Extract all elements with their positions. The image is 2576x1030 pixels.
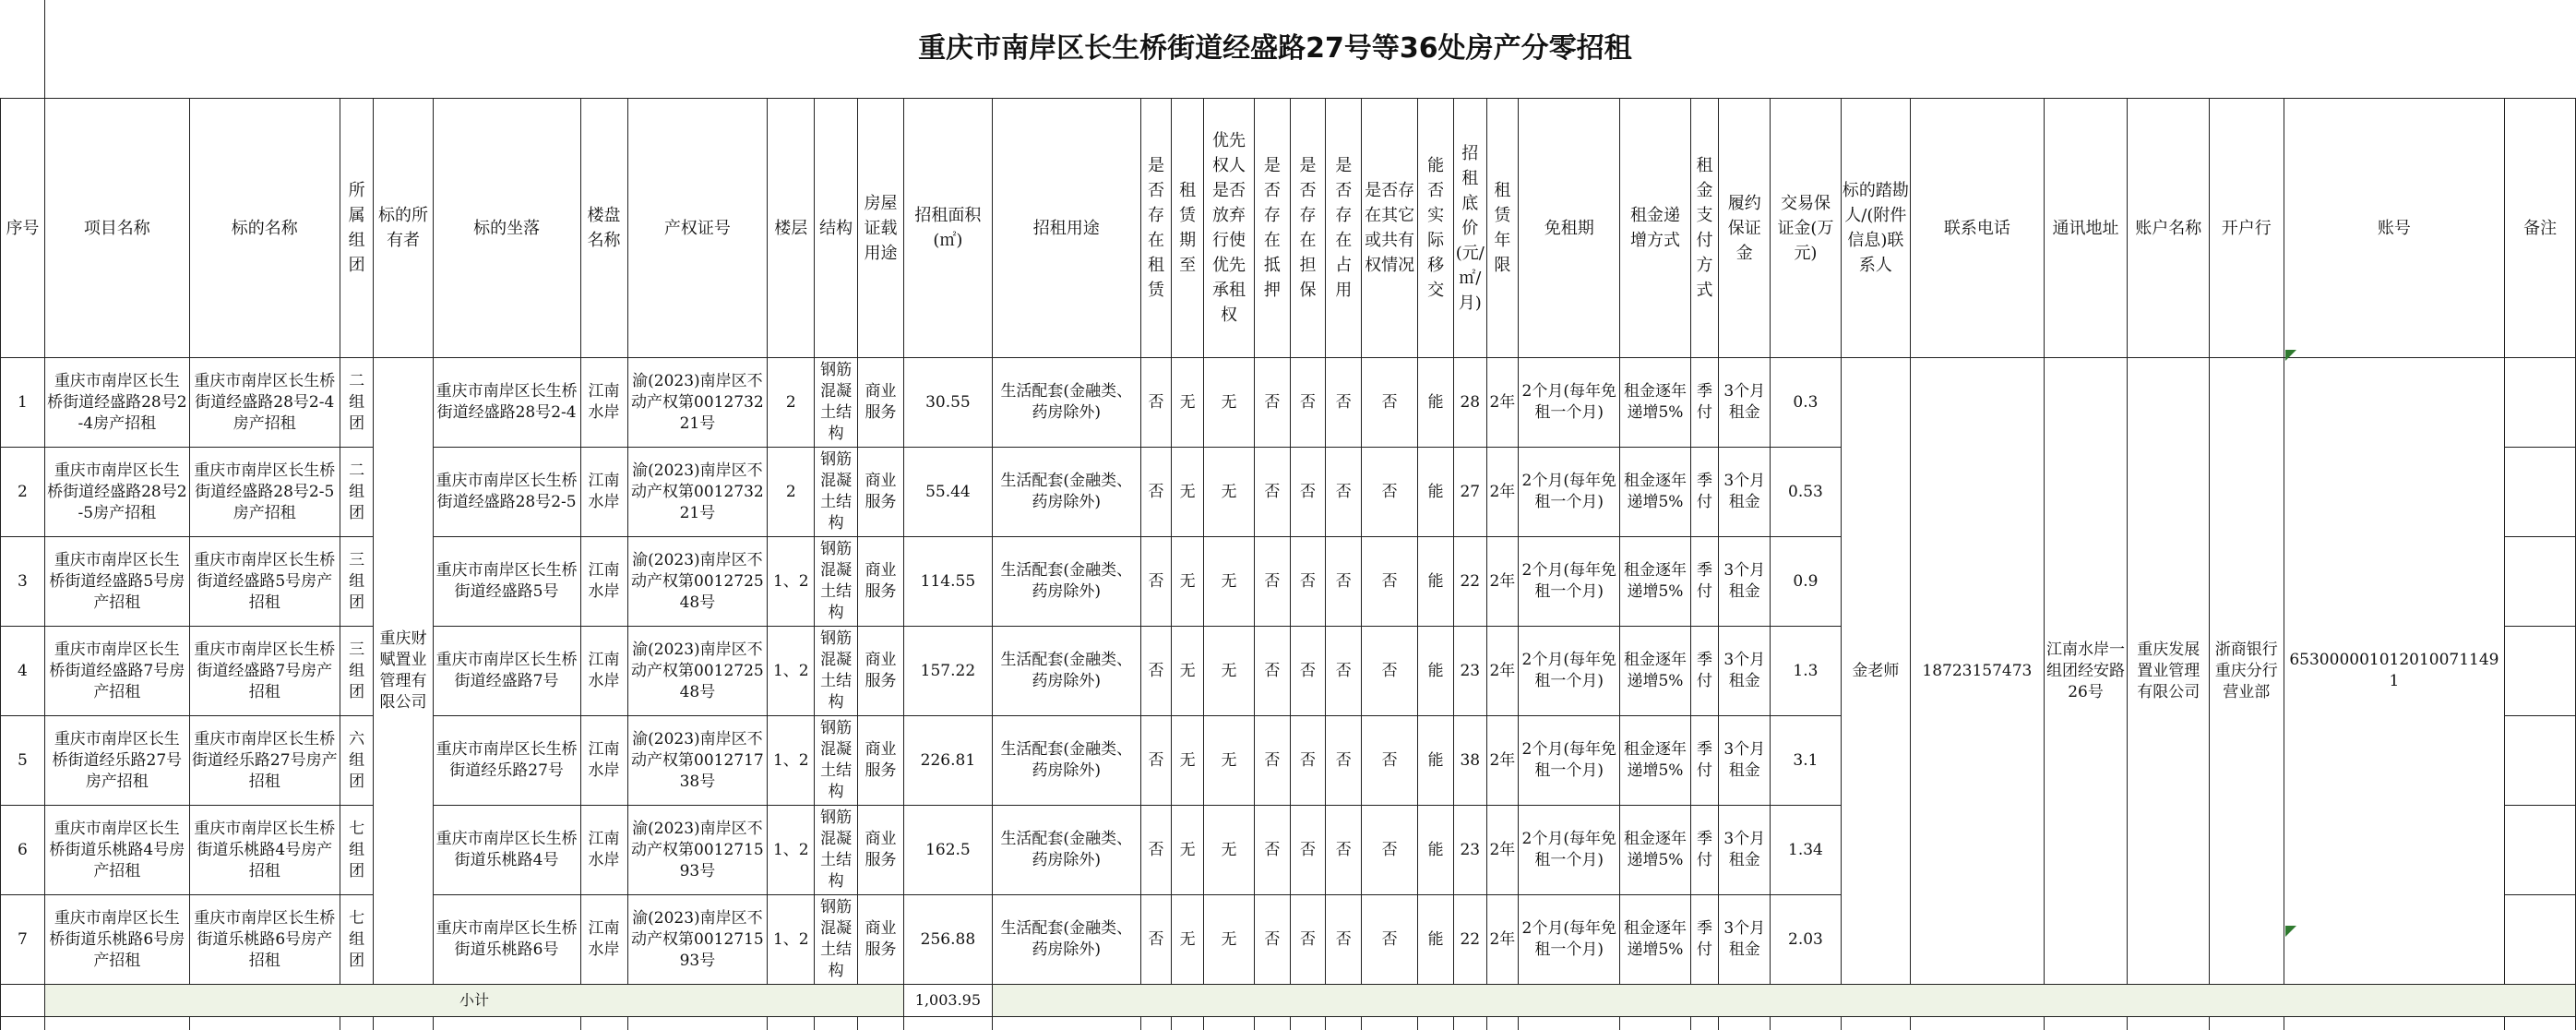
cell-group: 六组团 [340, 716, 374, 806]
header-account-no: 账号 [2284, 99, 2505, 358]
cell-cert-use: 商业服务 [858, 806, 904, 895]
cell-remark [2505, 448, 2576, 537]
cell-partial [1519, 1017, 1620, 1030]
cell-estate: 江南水岸 [580, 358, 627, 448]
cell-group: 三组团 [340, 627, 374, 716]
header-preempt: 优先权人是否放弃行使优先承租权 [1203, 99, 1254, 358]
cell-partial [1771, 1017, 1841, 1030]
cell-estate: 江南水岸 [580, 448, 627, 537]
cell-partial [580, 1017, 627, 1030]
subtotal-area: 1,003.95 [904, 985, 993, 1017]
cell-preempt: 无 [1203, 627, 1254, 716]
cell-location: 重庆市南岸区长生桥街道经盛路28号2-5 [433, 448, 580, 537]
cell-deposit: 3个月租金 [1719, 895, 1771, 985]
cell-address: 江南水岸一组团经安路26号 [2044, 358, 2128, 985]
cell-partial [1326, 1017, 1362, 1030]
cell-increase: 租金逐年递增5% [1620, 537, 1690, 627]
cell-partial [1172, 1017, 1204, 1030]
cell-partial [2284, 1017, 2505, 1030]
cell-cert-use: 商业服务 [858, 895, 904, 985]
cell-area: 162.5 [904, 806, 993, 895]
cell-payment: 季付 [1690, 716, 1719, 806]
cell-deliver: 能 [1418, 895, 1454, 985]
cell-target: 重庆市南岸区长生桥街道乐桃路4号房产招租 [189, 806, 340, 895]
header-mortgage: 是否存在抵押 [1255, 99, 1291, 358]
cell-deposit: 3个月租金 [1719, 358, 1771, 448]
header-estate: 楼盘名称 [580, 99, 627, 358]
cell-area: 157.22 [904, 627, 993, 716]
cell-partial [768, 1017, 815, 1030]
cell-estate: 江南水岸 [580, 806, 627, 895]
cell-occupy: 否 [1326, 627, 1362, 716]
subtotal-fill [992, 985, 2575, 1017]
cell-increase: 租金逐年递增5% [1620, 716, 1690, 806]
cell-occupy: 否 [1326, 806, 1362, 895]
cell-cert: 渝(2023)南岸区不动产权第001273221号 [627, 358, 768, 448]
cell-free: 2个月(每年免租一个月) [1519, 537, 1620, 627]
cell-purpose: 生活配套(金融类、药房除外) [992, 537, 1140, 627]
cell-occupy: 否 [1326, 358, 1362, 448]
cell-partial [1719, 1017, 1771, 1030]
cell-mortgage: 否 [1255, 358, 1291, 448]
cell-estate: 江南水岸 [580, 716, 627, 806]
header-owner: 标的所有者 [374, 99, 433, 358]
cell-project: 重庆市南岸区长生桥街道乐桃路6号房产招租 [44, 895, 189, 985]
cell-purpose: 生活配套(金融类、药房除外) [992, 627, 1140, 716]
cell-leased: 否 [1140, 895, 1172, 985]
title-right-blank [2505, 0, 2576, 99]
cell-free: 2个月(每年免租一个月) [1519, 358, 1620, 448]
cell-cert-use: 商业服务 [858, 627, 904, 716]
cell-partial [1418, 1017, 1454, 1030]
cell-leased: 否 [1140, 358, 1172, 448]
cell-mortgage: 否 [1255, 806, 1291, 895]
cell-purpose: 生活配套(金融类、药房除外) [992, 806, 1140, 895]
cell-structure: 钢筋混凝土结构 [815, 627, 858, 716]
cell-payment: 季付 [1690, 358, 1719, 448]
cell-term: 2年 [1486, 448, 1519, 537]
cell-group: 二组团 [340, 358, 374, 448]
header-deliver: 能否实际移交 [1418, 99, 1454, 358]
cell-location: 重庆市南岸区长生桥街道乐桃路6号 [433, 895, 580, 985]
cell-cert-use: 商业服务 [858, 448, 904, 537]
header-occupy: 是否存在占用 [1326, 99, 1362, 358]
cell-cert: 渝(2023)南岸区不动产权第001271593号 [627, 806, 768, 895]
cell-cert: 渝(2023)南岸区不动产权第001271593号 [627, 895, 768, 985]
cell-floor: 1、2 [768, 716, 815, 806]
cell-lease-end: 无 [1172, 537, 1204, 627]
cell-base-price: 38 [1453, 716, 1486, 806]
cell-deliver: 能 [1418, 537, 1454, 627]
cell-lease-end: 无 [1172, 627, 1204, 716]
header-guarantee: 是否存在担保 [1290, 99, 1326, 358]
cell-cert: 渝(2023)南岸区不动产权第001273221号 [627, 448, 768, 537]
cell-purpose: 生活配套(金融类、药房除外) [992, 448, 1140, 537]
cell-group: 七组团 [340, 895, 374, 985]
cell-location: 重庆市南岸区长生桥街道经乐路27号 [433, 716, 580, 806]
cell-structure: 钢筋混凝土结构 [815, 895, 858, 985]
header-base-price: 招租底价(元/㎡/月) [1453, 99, 1486, 358]
cell-remark [2505, 358, 2576, 448]
cell-seq: 5 [1, 716, 45, 806]
cell-floor: 2 [768, 448, 815, 537]
header-row [1, 99, 2576, 358]
subtotal-row [1, 985, 2576, 1017]
cell-leased: 否 [1140, 448, 1172, 537]
cell-base-price: 27 [1453, 448, 1486, 537]
cell-guarantee: 否 [1290, 537, 1326, 627]
cell-guarantee: 否 [1290, 358, 1326, 448]
cell-base-price: 23 [1453, 627, 1486, 716]
cell-floor: 1、2 [768, 627, 815, 716]
cell-target: 重庆市南岸区长生桥街道经乐路27号房产招租 [189, 716, 340, 806]
cell-other-rights: 否 [1362, 448, 1418, 537]
header-trade-deposit: 交易保证金(万元) [1771, 99, 1841, 358]
cell-guarantee: 否 [1290, 895, 1326, 985]
cell-floor: 1、2 [768, 806, 815, 895]
cell-partial [1140, 1017, 1172, 1030]
cell-structure: 钢筋混凝土结构 [815, 806, 858, 895]
cell-location: 重庆市南岸区长生桥街道经盛路28号2-4 [433, 358, 580, 448]
cell-account-no: 6530000010120100711491 [2284, 358, 2505, 985]
cell-term: 2年 [1486, 716, 1519, 806]
cell-increase: 租金逐年递增5% [1620, 358, 1690, 448]
cell-lease-end: 无 [1172, 895, 1204, 985]
cell-partial [1, 1017, 45, 1030]
header-seq: 序号 [1, 99, 45, 358]
cell-deliver: 能 [1418, 716, 1454, 806]
cell-partial [1911, 1017, 2045, 1030]
cell-mortgage: 否 [1255, 448, 1291, 537]
cell-term: 2年 [1486, 537, 1519, 627]
cell-preempt: 无 [1203, 448, 1254, 537]
cell-partial [904, 1017, 993, 1030]
header-phone: 联系电话 [1911, 99, 2045, 358]
cell-partial [1690, 1017, 1719, 1030]
cell-leased: 否 [1140, 806, 1172, 895]
cell-free: 2个月(每年免租一个月) [1519, 716, 1620, 806]
cell-cert: 渝(2023)南岸区不动产权第001271738号 [627, 716, 768, 806]
cell-lease-end: 无 [1172, 448, 1204, 537]
cell-occupy: 否 [1326, 895, 1362, 985]
cell-project: 重庆市南岸区长生桥街道乐桃路4号房产招租 [44, 806, 189, 895]
cell-base-price: 22 [1453, 895, 1486, 985]
header-bank: 开户行 [2210, 99, 2284, 358]
cell-increase: 租金逐年递增5% [1620, 627, 1690, 716]
cell-guarantee: 否 [1290, 448, 1326, 537]
cell-preempt: 无 [1203, 537, 1254, 627]
cell-group: 三组团 [340, 537, 374, 627]
cell-partial [2044, 1017, 2128, 1030]
header-structure: 结构 [815, 99, 858, 358]
cell-base-price: 22 [1453, 537, 1486, 627]
cell-project: 重庆市南岸区长生桥街道经盛路7号房产招租 [44, 627, 189, 716]
cell-trade-deposit: 2.03 [1771, 895, 1841, 985]
cell-partial [1620, 1017, 1690, 1030]
cell-free: 2个月(每年免租一个月) [1519, 895, 1620, 985]
cell-partial [1486, 1017, 1519, 1030]
cell-deposit: 3个月租金 [1719, 537, 1771, 627]
cell-purpose: 生活配套(金融类、药房除外) [992, 895, 1140, 985]
cell-deliver: 能 [1418, 806, 1454, 895]
cell-area: 114.55 [904, 537, 993, 627]
cell-cert: 渝(2023)南岸区不动产权第001272548号 [627, 627, 768, 716]
cell-other-rights: 否 [1362, 895, 1418, 985]
cell-guarantee: 否 [1290, 627, 1326, 716]
cell-deposit: 3个月租金 [1719, 448, 1771, 537]
header-other-rights: 是否存在其它或共有权情况 [1362, 99, 1418, 358]
cell-project: 重庆市南岸区长生桥街道经盛路28号2-4房产招租 [44, 358, 189, 448]
cell-area: 256.88 [904, 895, 993, 985]
cell-leased: 否 [1140, 537, 1172, 627]
cell-partial [374, 1017, 433, 1030]
header-term: 租赁年限 [1486, 99, 1519, 358]
cell-term: 2年 [1486, 358, 1519, 448]
cell-estate: 江南水岸 [580, 537, 627, 627]
cell-bank: 浙商银行重庆分行营业部 [2210, 358, 2284, 985]
cell-seq: 4 [1, 627, 45, 716]
cell-payment: 季付 [1690, 895, 1719, 985]
cell-payment: 季付 [1690, 537, 1719, 627]
cell-preempt: 无 [1203, 358, 1254, 448]
comment-marker-icon[interactable] [2285, 350, 2296, 361]
cell-structure: 钢筋混凝土结构 [815, 537, 858, 627]
cell-floor: 1、2 [768, 537, 815, 627]
cell-target: 重庆市南岸区长生桥街道经盛路28号2-5房产招租 [189, 448, 340, 537]
cell-estate: 江南水岸 [580, 627, 627, 716]
cell-partial [1290, 1017, 1326, 1030]
cell-lease-end: 无 [1172, 716, 1204, 806]
cell-project: 重庆市南岸区长生桥街道经乐路27号房产招租 [44, 716, 189, 806]
cell-target: 重庆市南岸区长生桥街道乐桃路6号房产招租 [189, 895, 340, 985]
cell-seq: 1 [1, 358, 45, 448]
cell-term: 2年 [1486, 627, 1519, 716]
header-free: 免租期 [1519, 99, 1620, 358]
cell-target: 重庆市南岸区长生桥街道经盛路5号房产招租 [189, 537, 340, 627]
cell-trade-deposit: 0.3 [1771, 358, 1841, 448]
header-address: 通讯地址 [2044, 99, 2128, 358]
cell-partial [1362, 1017, 1418, 1030]
comment-marker-icon[interactable] [2285, 926, 2296, 937]
cell-purpose: 生活配套(金融类、药房除外) [992, 716, 1140, 806]
cell-other-rights: 否 [1362, 358, 1418, 448]
title-left-blank [1, 0, 45, 99]
cell-floor: 1、2 [768, 895, 815, 985]
cell-cert: 渝(2023)南岸区不动产权第001272548号 [627, 537, 768, 627]
cell-owner: 重庆财赋置业管理有限公司 [374, 358, 433, 985]
header-remark: 备注 [2505, 99, 2576, 358]
cell-target: 重庆市南岸区长生桥街道经盛路28号2-4房产招租 [189, 358, 340, 448]
cell-partial [627, 1017, 768, 1030]
cell-trade-deposit: 0.53 [1771, 448, 1841, 537]
cell-occupy: 否 [1326, 716, 1362, 806]
cell-project: 重庆市南岸区长生桥街道经盛路5号房产招租 [44, 537, 189, 627]
cell-deliver: 能 [1418, 358, 1454, 448]
cell-preempt: 无 [1203, 806, 1254, 895]
cell-base-price: 28 [1453, 358, 1486, 448]
sheet-title: 重庆市南岸区长生桥街道经盛路27号等36处房产分零招租 [44, 0, 2504, 99]
cell-partial [1841, 1017, 1910, 1030]
cell-account-name: 重庆发展置业管理有限公司 [2128, 358, 2210, 985]
cell-partial [2128, 1017, 2210, 1030]
cell-guarantee: 否 [1290, 806, 1326, 895]
header-leased: 是否存在租赁 [1140, 99, 1172, 358]
cell-area: 30.55 [904, 358, 993, 448]
header-location: 标的坐落 [433, 99, 580, 358]
cell-partial [1453, 1017, 1486, 1030]
cell-deposit: 3个月租金 [1719, 627, 1771, 716]
cell-partial [815, 1017, 858, 1030]
cell-preempt: 无 [1203, 895, 1254, 985]
cell-partial [992, 1017, 1140, 1030]
cell-term: 2年 [1486, 806, 1519, 895]
cell-partial [44, 1017, 189, 1030]
cell-preempt: 无 [1203, 716, 1254, 806]
cell-mortgage: 否 [1255, 627, 1291, 716]
cell-guarantee: 否 [1290, 716, 1326, 806]
cell-free: 2个月(每年免租一个月) [1519, 806, 1620, 895]
cell-other-rights: 否 [1362, 806, 1418, 895]
cell-trade-deposit: 0.9 [1771, 537, 1841, 627]
cell-other-rights: 否 [1362, 537, 1418, 627]
cell-trade-deposit: 1.34 [1771, 806, 1841, 895]
cell-seq: 6 [1, 806, 45, 895]
cell-lease-end: 无 [1172, 358, 1204, 448]
table-row [1, 358, 2576, 448]
header-lease-end: 租赁期至 [1172, 99, 1204, 358]
cell-remark [2505, 627, 2576, 716]
cell-area: 226.81 [904, 716, 993, 806]
cell-project: 重庆市南岸区长生桥街道经盛路28号2-5房产招租 [44, 448, 189, 537]
cell-location: 重庆市南岸区长生桥街道经盛路5号 [433, 537, 580, 627]
cell-phone: 18723157473 [1911, 358, 2045, 985]
cell-cert-use: 商业服务 [858, 716, 904, 806]
cell-remark [2505, 895, 2576, 985]
cell-lease-end: 无 [1172, 806, 1204, 895]
header-group: 所属组团 [340, 99, 374, 358]
cell-mortgage: 否 [1255, 716, 1291, 806]
cell-seq: 7 [1, 895, 45, 985]
cell-trade-deposit: 1.3 [1771, 627, 1841, 716]
header-project: 项目名称 [44, 99, 189, 358]
cell-partial [2210, 1017, 2284, 1030]
cell-payment: 季付 [1690, 448, 1719, 537]
cell-partial [1203, 1017, 1254, 1030]
subtotal-seq [1, 985, 45, 1017]
cell-seq: 3 [1, 537, 45, 627]
header-cert: 产权证号 [627, 99, 768, 358]
cell-group: 七组团 [340, 806, 374, 895]
cell-deliver: 能 [1418, 448, 1454, 537]
cell-purpose: 生活配套(金融类、药房除外) [992, 358, 1140, 448]
cell-location: 重庆市南岸区长生桥街道经盛路7号 [433, 627, 580, 716]
cell-partial [433, 1017, 580, 1030]
cell-structure: 钢筋混凝土结构 [815, 716, 858, 806]
header-target: 标的名称 [189, 99, 340, 358]
cell-mortgage: 否 [1255, 537, 1291, 627]
cell-estate: 江南水岸 [580, 895, 627, 985]
cell-remark [2505, 806, 2576, 895]
cell-partial [1255, 1017, 1291, 1030]
cell-partial [189, 1017, 340, 1030]
header-account-name: 账户名称 [2128, 99, 2210, 358]
cell-other-rights: 否 [1362, 627, 1418, 716]
cell-contact: 金老师 [1841, 358, 1910, 985]
next-row-partial [1, 1017, 2576, 1030]
cell-deliver: 能 [1418, 627, 1454, 716]
cell-group: 二组团 [340, 448, 374, 537]
cell-deposit: 3个月租金 [1719, 806, 1771, 895]
cell-mortgage: 否 [1255, 895, 1291, 985]
cell-increase: 租金逐年递增5% [1620, 806, 1690, 895]
cell-partial [2505, 1017, 2576, 1030]
cell-location: 重庆市南岸区长生桥街道乐桃路4号 [433, 806, 580, 895]
cell-area: 55.44 [904, 448, 993, 537]
cell-seq: 2 [1, 448, 45, 537]
cell-leased: 否 [1140, 716, 1172, 806]
header-purpose: 招租用途 [992, 99, 1140, 358]
cell-free: 2个月(每年免租一个月) [1519, 627, 1620, 716]
cell-cert-use: 商业服务 [858, 358, 904, 448]
cell-structure: 钢筋混凝土结构 [815, 448, 858, 537]
header-floor: 楼层 [768, 99, 815, 358]
cell-increase: 租金逐年递增5% [1620, 448, 1690, 537]
cell-remark [2505, 537, 2576, 627]
subtotal-label: 小计 [44, 985, 903, 1017]
cell-other-rights: 否 [1362, 716, 1418, 806]
cell-partial [340, 1017, 374, 1030]
cell-target: 重庆市南岸区长生桥街道经盛路7号房产招租 [189, 627, 340, 716]
cell-leased: 否 [1140, 627, 1172, 716]
cell-base-price: 23 [1453, 806, 1486, 895]
cell-increase: 租金逐年递增5% [1620, 895, 1690, 985]
cell-floor: 2 [768, 358, 815, 448]
header-area: 招租面积(㎡) [904, 99, 993, 358]
cell-term: 2年 [1486, 895, 1519, 985]
cell-cert-use: 商业服务 [858, 537, 904, 627]
header-deposit: 履约保证金 [1719, 99, 1771, 358]
cell-occupy: 否 [1326, 448, 1362, 537]
header-payment: 租金支付方式 [1690, 99, 1719, 358]
header-contact: 标的踏勘人/(附件信息)联系人 [1841, 99, 1910, 358]
header-cert-use: 房屋证载用途 [858, 99, 904, 358]
cell-remark [2505, 716, 2576, 806]
cell-payment: 季付 [1690, 627, 1719, 716]
cell-free: 2个月(每年免租一个月) [1519, 448, 1620, 537]
cell-occupy: 否 [1326, 537, 1362, 627]
cell-trade-deposit: 3.1 [1771, 716, 1841, 806]
cell-structure: 钢筋混凝土结构 [815, 358, 858, 448]
cell-payment: 季付 [1690, 806, 1719, 895]
cell-partial [858, 1017, 904, 1030]
cell-deposit: 3个月租金 [1719, 716, 1771, 806]
header-increase: 租金递增方式 [1620, 99, 1690, 358]
